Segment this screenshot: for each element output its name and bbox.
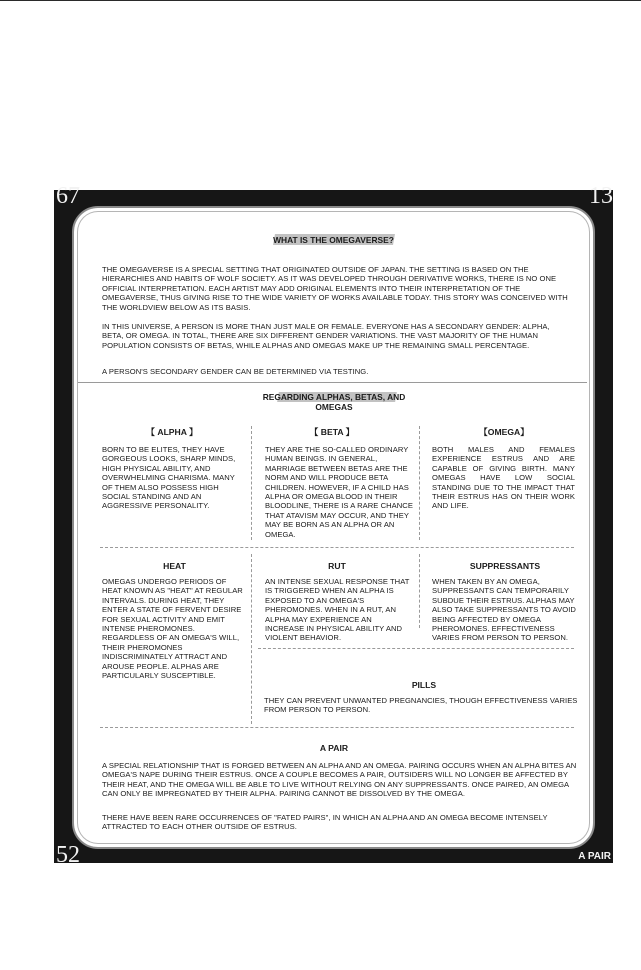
omegaverse-paragraph-2: IN THIS UNIVERSE, A PERSON IS MORE THAN JUST MALE OR FEMALE. EVERYONE HAS A SECONDARY GENDER: ALPHA, BETA, OR OMEGA. IN TOTAL, THERE ARE SIX DIFFERENT GENDER VARIATIONS. THE VAST MAJORITY OF THE HUMAN POPULATION CONSISTS OF BETAS, WHILE ALPHAS AND OMEGAS MAKE UP THE REMAINING SMALL PERCENTAGE.: [102, 322, 550, 350]
alpha-heading: 【 ALPHA 】: [146, 427, 198, 437]
corner-label-bottom-right: A PAIR: [578, 851, 611, 862]
page-frame: [54, 183, 613, 868]
column-divider-1: [251, 426, 252, 540]
section-divider: [78, 382, 587, 383]
rut-heading: RUT: [328, 561, 346, 571]
corner-number-bottom-left: 52: [56, 842, 80, 868]
top-border-line: [0, 0, 641, 1]
omegaverse-title: WHAT IS THE OMEGAVERSE?: [273, 235, 394, 245]
heat-text: OMEGAS UNDERGO PERIODS OF HEAT KNOWN AS "HEAT" AT REGULAR INTERVALS. DURING HEAT, THEY ENTER A STATE OF FERVENT DESIRE FOR SEXUAL ACTIVITY AND EMIT INTENSE PHEROMONES. REGARDLESS OF AN OMEGA'S WILL, THEIR PHEROMONES INDISCRIMINATELY ATTRACT AND AROUSE PEOPLE. ALPHAS ARE PARTICULARLY SUSCEPTIBLE.: [102, 577, 243, 681]
pills-text: THEY CAN PREVENT UNWANTED PREGNANCIES, THOUGH EFFECTIVENESS VARIES FROM PERSON TO PERSON.: [264, 696, 578, 715]
beta-text: THEY ARE THE SO-CALLED ORDINARY HUMAN BEINGS. IN GENERAL, MARRIAGE BETWEEN BETAS ARE THE NORM AND WILL PRODUCE BETA CHILDREN. HOWEVER, IF A CHILD HAS ALPHA OR OMEGA BLOOD IN THEIR BLOODLINE, THERE IS A RARE CHANCE THAT ATAVISM MAY OCCUR, AND THEY MAY BE BORN AS AN ALPHA OR AN OMEGA.: [265, 445, 413, 539]
column-divider-4: [419, 554, 420, 628]
pair-paragraph-2: THERE HAVE BEEN RARE OCCURRENCES OF "FATED PAIRS", IN WHICH AN ALPHA AND AN OMEGA BECOME INTENSELY ATTRACTED TO EACH OTHER OUTSIDE OF ESTRUS.: [102, 813, 548, 832]
corner-number-top-left: 67: [56, 183, 80, 209]
pills-heading: PILLS: [411, 680, 437, 690]
suppressants-heading: SUPPRESSANTS: [469, 561, 541, 571]
omegaverse-paragraph-3: A PERSON'S SECONDARY GENDER CAN BE DETERMINED VIA TESTING.: [102, 367, 369, 376]
content-panel: [72, 206, 595, 849]
alpha-text: BORN TO BE ELITES, THEY HAVE GORGEOUS LOOKS, SHARP MINDS, HIGH PHYSICAL ABILITY, AND OVERWHELMING CHARISMA. MANY OF THEM ALSO POSSESS HIGH SOCIAL STANDING AND AN AGGRESSIVE PERSONALITY.: [102, 445, 236, 511]
beta-heading: 【 BETA 】: [309, 427, 355, 437]
column-divider-2: [419, 426, 420, 540]
row-divider-2: [100, 727, 574, 728]
heat-heading: HEAT: [163, 561, 186, 571]
column-divider-3: [251, 554, 252, 724]
omegaverse-paragraph-1: THE OMEGAVERSE IS A SPECIAL SETTING THAT ORIGINATED OUTSIDE OF JAPAN. THE SETTING IS BASED ON THE HIERARCHIES AND HABITS OF WOLF SOCIETY. AS IT WAS DEVELOPED THROUGH DERIVATIVE WORKS, THERE IS NO ONE OFFICIAL INTERPRETATION. EACH ARTIST MAY ADD ORIGINAL ELEMENTS INTO THEIR INTERPRETATION OF THE OMEGAVERSE, THUS GIVING RISE TO THE WIDE VARIETY OF WORKS AVAILABLE TODAY. THIS STORY WAS CONCEIVED WITH THE WORLDVIEW BELOW AS ITS BASIS.: [102, 265, 568, 312]
row-divider-1: [100, 547, 574, 548]
regarding-title: REGARDING ALPHAS, BETAS, AND OMEGAS: [262, 392, 406, 412]
suppressants-text: WHEN TAKEN BY AN OMEGA, SUPPRESSANTS CAN TEMPORARILY SUBDUE THEIR ESTRUS. ALPHAS MAY ALSO TAKE SUPPRESSANTS TO AVOID BEING AFFECTED BY OMEGA PHEROMONES. EFFECTIVENESS VARIES FROM PERSON TO PERSON.: [432, 577, 576, 643]
pair-paragraph-1: A SPECIAL RELATIONSHIP THAT IS FORGED BETWEEN AN ALPHA AND AN OMEGA. PAIRING OCCURS WHEN AN ALPHA BITES AN OMEGA'S NAPE DURING THEIR ESTRUS. ONCE A COUPLE BECOMES A PAIR, OUTSIDERS WILL NO LONGER BE AFFECTED BY THEIR HEAT, AND THE OMEGA WILL BE ABLE TO LIVE WITHOUT RELYING ON ANY SUPPRESSANTS. ONCE PAIRED, AN OMEGA CAN ONLY BE IMPREGNATED BY THEIR ALPHA. PAIRING CANNOT BE DISSOLVED BY THE OMEGA.: [102, 761, 577, 799]
rut-text: AN INTENSE SEXUAL RESPONSE THAT IS TRIGGERED WHEN AN ALPHA IS EXPOSED TO AN OMEGA'S PHEROMONES. WHEN IN A RUT, AN ALPHA MAY EXPERIENCE AN INCREASE IN PHYSICAL ABILITY AND VIOLENT BEHAVIOR.: [265, 577, 410, 643]
omega-heading: 【OMEGA】: [479, 427, 529, 437]
pills-divider: [258, 648, 574, 649]
pair-heading: A PAIR: [319, 743, 349, 753]
corner-number-top-right: 13: [589, 183, 613, 209]
omega-text: BOTH MALES AND FEMALES EXPERIENCE ESTRUS AND ARE CAPABLE OF GIVING BIRTH. MANY OMEGAS HAVE LOW SOCIAL STANDING DUE TO THE IMPACT THAT THEIR ESTRUS HAS ON THEIR WORK AND LIFE.: [432, 445, 575, 511]
